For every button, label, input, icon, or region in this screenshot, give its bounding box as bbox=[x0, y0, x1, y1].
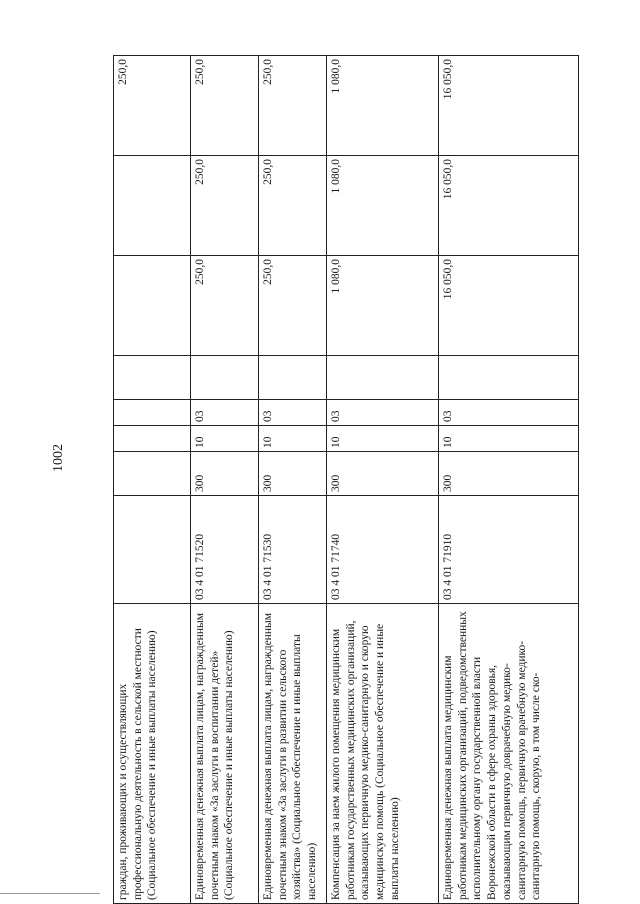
row-value-3: 250,0 bbox=[259, 56, 327, 156]
row-pr: 03 bbox=[439, 400, 579, 426]
row-value-2 bbox=[114, 156, 191, 256]
row-code: 03 4 01 71740 bbox=[327, 496, 439, 604]
row-value-3: 16 050,0 bbox=[439, 56, 579, 156]
row-description: граждан, проживающих и осуществляющих профессиональную деятельность в сельской местности (Социальное обеспечение и иные выплаты населению) bbox=[114, 604, 191, 904]
row-kosgu bbox=[191, 356, 259, 400]
row-value-1: 1 080,0 bbox=[327, 256, 439, 356]
row-kosgu bbox=[439, 356, 579, 400]
page-number-text: 1002 bbox=[51, 444, 66, 472]
row-rz: 10 bbox=[191, 426, 259, 452]
row-value-3: 250,0 bbox=[191, 56, 259, 156]
table-row bbox=[191, 56, 259, 904]
row-value-3: 1 080,0 bbox=[327, 56, 439, 156]
row-kosgu bbox=[114, 356, 191, 400]
row-code bbox=[114, 496, 191, 604]
row-vr bbox=[114, 452, 191, 496]
row-code: 03 4 01 71520 bbox=[191, 496, 259, 604]
row-value-2: 250,0 bbox=[259, 156, 327, 256]
row-rz: 10 bbox=[259, 426, 327, 452]
row-vr: 300 bbox=[259, 452, 327, 496]
row-code: 03 4 01 71910 bbox=[439, 496, 579, 604]
table-row bbox=[114, 56, 191, 904]
row-vr: 300 bbox=[327, 452, 439, 496]
budget-table-container bbox=[113, 56, 543, 904]
row-kosgu bbox=[259, 356, 327, 400]
row-pr: 03 bbox=[327, 400, 439, 426]
budget-table bbox=[113, 55, 579, 904]
row-value-1: 250,0 bbox=[259, 256, 327, 356]
row-value-2: 16 050,0 bbox=[439, 156, 579, 256]
row-pr bbox=[114, 400, 191, 426]
row-value-2: 1 080,0 bbox=[327, 156, 439, 256]
table-row bbox=[259, 56, 327, 904]
row-description: Единовременная денежная выплата лицам, награжденным почетным знаком «За заслуги в развитии сельского хозяйства» (Социальное обеспечение и иные выплаты населению) bbox=[259, 604, 327, 904]
row-description: Компенсация за наем жилого помещения медицинским работникам государственных медицинских организаций, оказывающих первичную медико-санитарную и скорую медицинскую помощь (Социальное обеспечение и иные выплаты населению) bbox=[327, 604, 439, 904]
row-rz: 10 bbox=[439, 426, 579, 452]
row-vr: 300 bbox=[439, 452, 579, 496]
row-description: Единовременная денежная выплата лицам, награжденным почетным знаком «За заслуги в воспитании детей» (Социальное обеспечение и иные выплаты населению) bbox=[191, 604, 259, 904]
budget-table-rotated bbox=[113, 56, 543, 904]
row-value-2: 250,0 bbox=[191, 156, 259, 256]
row-vr: 300 bbox=[191, 452, 259, 496]
row-value-3: 250,0 bbox=[114, 56, 191, 156]
row-pr: 03 bbox=[259, 400, 327, 426]
scan-edge-line bbox=[0, 893, 100, 894]
row-rz: 10 bbox=[327, 426, 439, 452]
table-row bbox=[439, 56, 579, 904]
row-kosgu bbox=[327, 356, 439, 400]
row-description: Единовременная денежная выплата медицинским работникам медицинских организаций, подведомственных исполнительному органу государственной власти Воронежской области в сфере охраны здоровья, оказывающим первичную доврачебную медико-санитарную помощь, первичную врачебную медико-санитарную помощь, скорую, в том числе ско- bbox=[439, 604, 579, 904]
table-row bbox=[327, 56, 439, 904]
row-value-1 bbox=[114, 256, 191, 356]
row-value-1: 250,0 bbox=[191, 256, 259, 356]
row-value-1: 16 050,0 bbox=[439, 256, 579, 356]
row-code: 03 4 01 71530 bbox=[259, 496, 327, 604]
row-rz bbox=[114, 426, 191, 452]
row-pr: 03 bbox=[191, 400, 259, 426]
page-number bbox=[48, 438, 70, 478]
